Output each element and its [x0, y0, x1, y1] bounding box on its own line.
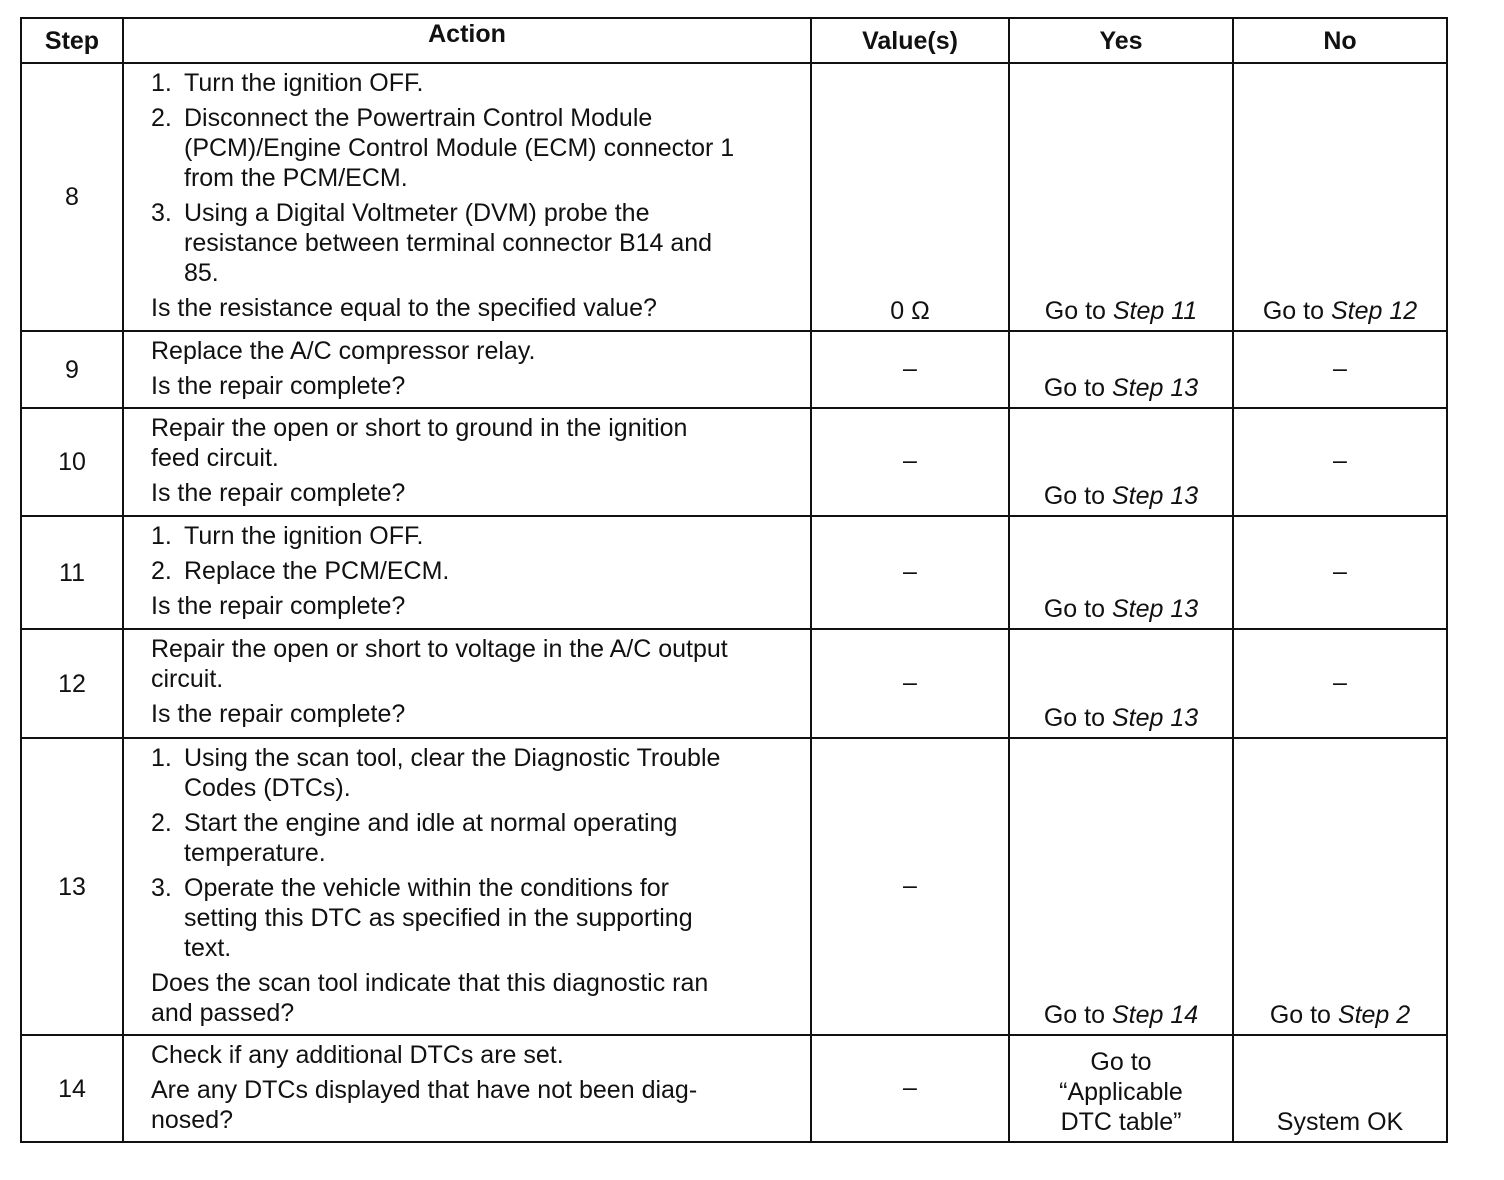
item-text: Replace the PCM/ECM.	[184, 557, 450, 585]
item-text: Operate the vehicle within the conditions for setting this DTC as specified in the supporting text.	[184, 874, 693, 962]
item-text: Disconnect the Powertrain Control Module (PCM)/Engine Control Module (ECM) connector 1 from the PCM/ECM.	[184, 104, 735, 192]
yes-goto	[1010, 373, 1232, 407]
step-number: 10	[21, 408, 123, 516]
question: Is the repair complete?	[151, 592, 406, 620]
yes-cell	[1009, 738, 1233, 1035]
action-item	[151, 521, 800, 551]
no-goto-step-ref: Step 2	[1337, 1001, 1411, 1029]
item-text: Using the scan tool, clear the Diagnostic Trouble Codes (DTCs).	[184, 744, 721, 802]
no-goto	[1234, 1107, 1446, 1141]
header-yes: Yes	[1009, 18, 1233, 63]
item-number: 1.	[151, 69, 172, 97]
header-row	[21, 18, 1447, 63]
value-dash: –	[903, 1073, 917, 1101]
no-cell	[1233, 408, 1447, 516]
yes-cell	[1009, 516, 1233, 629]
value-dash: –	[903, 668, 917, 696]
value-dash: –	[903, 354, 917, 382]
no-goto-text: System OK	[1276, 1108, 1404, 1136]
no-goto	[1234, 296, 1446, 330]
yes-goto-text: Go to	[1043, 1001, 1112, 1029]
item-text: Replace the A/C compressor relay.	[151, 337, 536, 365]
yes-goto-step-ref: Step 14	[1111, 1001, 1199, 1029]
item-number: 3.	[151, 874, 172, 902]
step-number: 9	[21, 331, 123, 408]
table-row	[21, 516, 1447, 629]
action-cell	[123, 516, 811, 629]
yes-goto	[1010, 1000, 1232, 1034]
action-item	[151, 1040, 800, 1070]
item-text: Repair the open or short to voltage in the A/C output circuit.	[151, 635, 728, 693]
item-number: 2.	[151, 104, 172, 132]
header-step: Step	[21, 18, 123, 63]
value-cell	[811, 629, 1009, 738]
step-number: 14	[21, 1035, 123, 1142]
table-row	[21, 63, 1447, 331]
no-goto	[1234, 1000, 1446, 1034]
no-dash: –	[1333, 446, 1347, 475]
no-dash: –	[1333, 668, 1347, 696]
yes-goto-step-ref: Step 13	[1111, 704, 1199, 732]
yes-goto	[1010, 703, 1232, 737]
action-item	[151, 556, 800, 586]
item-text: Repair the open or short to ground in the ignition feed circuit.	[151, 414, 688, 472]
yes-goto	[1010, 296, 1232, 330]
no-cell	[1233, 516, 1447, 629]
value-dash: –	[903, 871, 917, 899]
table-row	[21, 331, 1447, 408]
value-dash: –	[903, 446, 917, 475]
yes-goto	[1010, 1047, 1232, 1141]
value-cell	[811, 516, 1009, 629]
action-item	[151, 873, 800, 963]
item-text: Check if any additional DTCs are set.	[151, 1041, 564, 1069]
item-number: 3.	[151, 199, 172, 227]
action-item	[151, 198, 800, 288]
yes-goto-text: Go to	[1043, 374, 1112, 402]
action-cell	[123, 63, 811, 331]
header-no: No	[1233, 18, 1447, 63]
item-text: Using a Digital Voltmeter (DVM) probe the resistance between terminal connector B14 and 85.	[184, 199, 713, 287]
item-text: Start the engine and idle at normal operating temperature.	[184, 809, 678, 867]
value-cell	[811, 331, 1009, 408]
action-item	[151, 634, 800, 694]
question: Is the repair complete?	[151, 372, 406, 400]
question: Is the repair complete?	[151, 700, 406, 728]
step-number: 11	[21, 516, 123, 629]
action-item	[151, 808, 800, 868]
question: Does the scan tool indicate that this diagnostic ran and passed?	[151, 969, 709, 1027]
item-text: Turn the ignition OFF.	[184, 69, 424, 97]
no-goto-text: Go to	[1262, 297, 1331, 325]
value-text: 0 Ω	[890, 297, 930, 325]
no-goto-text: Go to	[1269, 1001, 1338, 1029]
table-row	[21, 629, 1447, 738]
yes-goto-text: Go to	[1043, 482, 1112, 510]
action-item	[151, 336, 800, 366]
table-body	[21, 63, 1447, 1142]
step-number: 8	[21, 63, 123, 331]
no-cell	[1233, 331, 1447, 408]
item-number: 1.	[151, 522, 172, 550]
no-goto-step-ref: Step 12	[1330, 297, 1418, 325]
action-cell	[123, 1035, 811, 1142]
yes-goto-text: Go to	[1043, 704, 1112, 732]
yes-goto-step-ref: Step 13	[1111, 595, 1199, 623]
item-text: Turn the ignition OFF.	[184, 522, 424, 550]
action-cell	[123, 629, 811, 738]
yes-cell	[1009, 1035, 1233, 1142]
yes-cell	[1009, 63, 1233, 331]
yes-cell	[1009, 629, 1233, 738]
question: Is the resistance equal to the specified value?	[151, 294, 657, 322]
header-value: Value(s)	[811, 18, 1009, 63]
action-cell	[123, 408, 811, 516]
table-row	[21, 1035, 1447, 1142]
header-action: Action	[123, 18, 811, 63]
yes-goto-step-ref: Step 11	[1112, 297, 1198, 325]
action-item	[151, 103, 800, 193]
value-cell	[811, 1035, 1009, 1142]
yes-goto	[1010, 481, 1232, 515]
yes-goto-text: Go to	[1043, 595, 1112, 623]
step-number: 12	[21, 629, 123, 738]
action-item	[151, 413, 800, 473]
question: Are any DTCs displayed that have not been diag- nosed?	[151, 1076, 698, 1134]
value-cell	[811, 738, 1009, 1035]
action-cell	[123, 738, 811, 1035]
no-dash: –	[1333, 354, 1347, 382]
no-cell	[1233, 629, 1447, 738]
yes-goto-text: Go to	[1044, 297, 1113, 325]
value-cell	[811, 408, 1009, 516]
table-row	[21, 408, 1447, 516]
no-cell	[1233, 1035, 1447, 1142]
step-number: 13	[21, 738, 123, 1035]
action-item	[151, 68, 800, 98]
diagnostic-table	[20, 17, 1448, 1143]
value-cell	[811, 63, 1009, 331]
question: Is the repair complete?	[151, 479, 406, 507]
value-dash: –	[903, 557, 917, 585]
no-dash: –	[1333, 557, 1347, 585]
yes-goto	[1010, 594, 1232, 628]
yes-goto-step-ref: Step 13	[1111, 374, 1199, 402]
item-number: 2.	[151, 809, 172, 837]
action-item	[151, 743, 800, 803]
table-row	[21, 738, 1447, 1035]
action-cell	[123, 331, 811, 408]
no-cell	[1233, 63, 1447, 331]
yes-goto-text: Go to “Applicable DTC table”	[1059, 1048, 1183, 1136]
yes-cell	[1009, 408, 1233, 516]
no-cell	[1233, 738, 1447, 1035]
item-number: 2.	[151, 557, 172, 585]
item-number: 1.	[151, 744, 172, 772]
yes-cell	[1009, 331, 1233, 408]
yes-goto-step-ref: Step 13	[1111, 482, 1199, 510]
